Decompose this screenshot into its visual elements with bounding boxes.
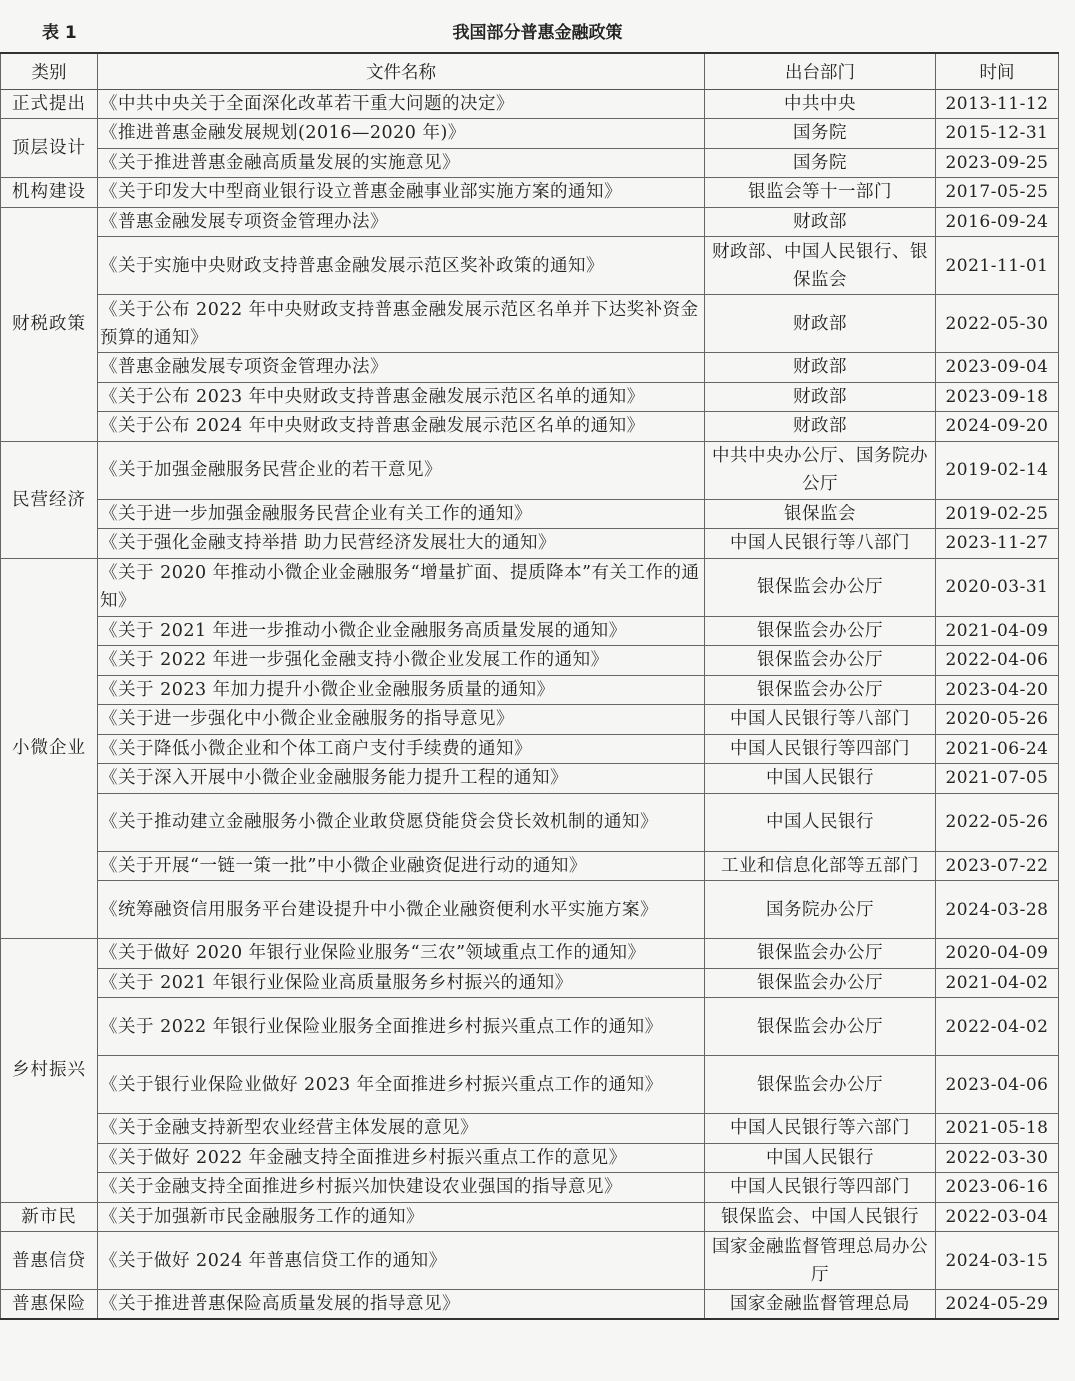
table-row bbox=[1, 558, 1059, 616]
document-name-cell: 《关于金融支持新型农业经营主体发展的意见》 bbox=[98, 1114, 705, 1144]
document-name-cell: 《关于实施中央财政支持普惠金融发展示范区奖补政策的通知》 bbox=[98, 237, 705, 295]
date-cell: 2023-06-16 bbox=[936, 1173, 1059, 1203]
date-cell: 2013-11-12 bbox=[936, 89, 1059, 119]
table-row bbox=[1, 705, 1059, 735]
category-cell: 普惠保险 bbox=[1, 1290, 98, 1320]
date-cell: 2015-12-31 bbox=[936, 119, 1059, 149]
department-cell: 中国人民银行等六部门 bbox=[705, 1114, 936, 1144]
department-cell: 财政部 bbox=[705, 295, 936, 353]
table-row bbox=[1, 178, 1059, 208]
department-cell: 国家金融监督管理总局 bbox=[705, 1290, 936, 1320]
date-cell: 2022-03-30 bbox=[936, 1143, 1059, 1173]
department-cell: 中国人民银行 bbox=[705, 1143, 936, 1173]
document-name-cell: 《普惠金融发展专项资金管理办法》 bbox=[98, 207, 705, 237]
document-name-cell: 《关于深入开展中小微企业金融服务能力提升工程的通知》 bbox=[98, 764, 705, 794]
table-row bbox=[1, 1232, 1059, 1290]
department-cell: 财政部、中国人民银行、银保监会 bbox=[705, 237, 936, 295]
table-row bbox=[1, 1202, 1059, 1232]
date-cell: 2023-07-22 bbox=[936, 851, 1059, 881]
department-cell: 中共中央 bbox=[705, 89, 936, 119]
document-name-cell: 《关于 2022 年进一步强化金融支持小微企业发展工作的通知》 bbox=[98, 646, 705, 676]
document-name-cell: 《关于公布 2022 年中央财政支持普惠金融发展示范区名单并下达奖补资金预算的通知》 bbox=[98, 295, 705, 353]
date-cell: 2023-04-06 bbox=[936, 1056, 1059, 1114]
department-cell: 银保监会办公厅 bbox=[705, 616, 936, 646]
document-name-cell: 《关于 2023 年加力提升小微企业金融服务质量的通知》 bbox=[98, 675, 705, 705]
table-row bbox=[1, 441, 1059, 499]
document-name-cell: 《关于金融支持全面推进乡村振兴加快建设农业强国的指导意见》 bbox=[98, 1173, 705, 1203]
table-row bbox=[1, 1114, 1059, 1144]
date-cell: 2022-04-02 bbox=[936, 998, 1059, 1056]
category-cell: 财税政策 bbox=[1, 207, 98, 441]
table-row bbox=[1, 207, 1059, 237]
table-row bbox=[1, 881, 1059, 939]
table-row bbox=[1, 295, 1059, 353]
table-row bbox=[1, 499, 1059, 529]
header-department: 出台部门 bbox=[705, 53, 936, 89]
table-row bbox=[1, 968, 1059, 998]
document-name-cell: 《关于 2022 年银行业保险业服务全面推进乡村振兴重点工作的通知》 bbox=[98, 998, 705, 1056]
category-cell: 小微企业 bbox=[1, 558, 98, 939]
department-cell: 国务院办公厅 bbox=[705, 881, 936, 939]
document-name-cell: 《关于 2020 年推动小微企业金融服务“增量扩面、提质降本”有关工作的通知》 bbox=[98, 558, 705, 616]
header-document-name: 文件名称 bbox=[98, 53, 705, 89]
table-row bbox=[1, 1143, 1059, 1173]
department-cell: 中共中央办公厅、国务院办公厅 bbox=[705, 441, 936, 499]
category-cell: 普惠信贷 bbox=[1, 1232, 98, 1290]
date-cell: 2023-09-18 bbox=[936, 382, 1059, 412]
table-row bbox=[1, 119, 1059, 149]
table-row bbox=[1, 382, 1059, 412]
table-row bbox=[1, 939, 1059, 969]
document-name-cell: 《关于做好 2024 年普惠信贷工作的通知》 bbox=[98, 1232, 705, 1290]
document-name-cell: 《关于 2021 年银行业保险业高质量服务乡村振兴的通知》 bbox=[98, 968, 705, 998]
department-cell: 银保监会办公厅 bbox=[705, 968, 936, 998]
department-cell: 银保监会 bbox=[705, 499, 936, 529]
table-row bbox=[1, 734, 1059, 764]
date-cell: 2024-09-20 bbox=[936, 412, 1059, 442]
table-row bbox=[1, 1056, 1059, 1114]
table-row bbox=[1, 998, 1059, 1056]
department-cell: 银保监会办公厅 bbox=[705, 1056, 936, 1114]
table-row bbox=[1, 646, 1059, 676]
department-cell: 国务院 bbox=[705, 148, 936, 178]
category-cell: 新市民 bbox=[1, 1202, 98, 1232]
date-cell: 2020-05-26 bbox=[936, 705, 1059, 735]
category-cell: 民营经济 bbox=[1, 441, 98, 558]
department-cell: 工业和信息化部等五部门 bbox=[705, 851, 936, 881]
date-cell: 2024-03-15 bbox=[936, 1232, 1059, 1290]
table-body bbox=[1, 89, 1059, 1319]
date-cell: 2022-05-30 bbox=[936, 295, 1059, 353]
table-row bbox=[1, 851, 1059, 881]
document-name-cell: 《关于推动建立金融服务小微企业敢贷愿贷能贷会贷长效机制的通知》 bbox=[98, 793, 705, 851]
date-cell: 2021-04-09 bbox=[936, 616, 1059, 646]
date-cell: 2023-09-25 bbox=[936, 148, 1059, 178]
document-name-cell: 《关于 2021 年进一步推动小微企业金融服务高质量发展的通知》 bbox=[98, 616, 705, 646]
header-row bbox=[1, 53, 1059, 89]
category-cell: 乡村振兴 bbox=[1, 939, 98, 1203]
document-name-cell: 《关于加强金融服务民营企业的若干意见》 bbox=[98, 441, 705, 499]
department-cell: 财政部 bbox=[705, 207, 936, 237]
document-name-cell: 《关于推进普惠金融高质量发展的实施意见》 bbox=[98, 148, 705, 178]
table-row bbox=[1, 1290, 1059, 1320]
date-cell: 2019-02-14 bbox=[936, 441, 1059, 499]
department-cell: 银保监会办公厅 bbox=[705, 646, 936, 676]
department-cell: 中国人民银行等八部门 bbox=[705, 705, 936, 735]
table-row bbox=[1, 89, 1059, 119]
date-cell: 2021-05-18 bbox=[936, 1114, 1059, 1144]
table-row bbox=[1, 793, 1059, 851]
date-cell: 2022-05-26 bbox=[936, 793, 1059, 851]
category-cell: 正式提出 bbox=[1, 89, 98, 119]
department-cell: 财政部 bbox=[705, 412, 936, 442]
department-cell: 银监会等十一部门 bbox=[705, 178, 936, 208]
department-cell: 财政部 bbox=[705, 382, 936, 412]
department-cell: 中国人民银行等四部门 bbox=[705, 734, 936, 764]
table-row bbox=[1, 616, 1059, 646]
category-cell: 顶层设计 bbox=[1, 119, 98, 178]
date-cell: 2023-09-04 bbox=[936, 353, 1059, 383]
table-row bbox=[1, 764, 1059, 794]
document-name-cell: 《普惠金融发展专项资金管理办法》 bbox=[98, 353, 705, 383]
department-cell: 银保监会办公厅 bbox=[705, 558, 936, 616]
document-name-cell: 《关于降低小微企业和个体工商户支付手续费的通知》 bbox=[98, 734, 705, 764]
date-cell: 2021-07-05 bbox=[936, 764, 1059, 794]
document-name-cell: 《关于进一步加强金融服务民营企业有关工作的通知》 bbox=[98, 499, 705, 529]
department-cell: 银保监会办公厅 bbox=[705, 998, 936, 1056]
document-name-cell: 《关于银行业保险业做好 2023 年全面推进乡村振兴重点工作的通知》 bbox=[98, 1056, 705, 1114]
document-name-cell: 《关于印发大中型商业银行设立普惠金融事业部实施方案的通知》 bbox=[98, 178, 705, 208]
table-row bbox=[1, 412, 1059, 442]
date-cell: 2024-05-29 bbox=[936, 1290, 1059, 1320]
date-cell: 2016-09-24 bbox=[936, 207, 1059, 237]
table-row bbox=[1, 675, 1059, 705]
document-name-cell: 《关于做好 2022 年金融支持全面推进乡村振兴重点工作的意见》 bbox=[98, 1143, 705, 1173]
document-name-cell: 《统筹融资信用服务平台建设提升中小微企业融资便利水平实施方案》 bbox=[98, 881, 705, 939]
date-cell: 2019-02-25 bbox=[936, 499, 1059, 529]
department-cell: 中国人民银行 bbox=[705, 764, 936, 794]
table-row bbox=[1, 529, 1059, 559]
date-cell: 2022-04-06 bbox=[936, 646, 1059, 676]
department-cell: 中国人民银行等四部门 bbox=[705, 1173, 936, 1203]
document-name-cell: 《关于强化金融支持举措 助力民营经济发展壮大的通知》 bbox=[98, 529, 705, 559]
category-cell: 机构建设 bbox=[1, 178, 98, 208]
date-cell: 2020-03-31 bbox=[936, 558, 1059, 616]
document-name-cell: 《中共中央关于全面深化改革若干重大问题的决定》 bbox=[98, 89, 705, 119]
table-row bbox=[1, 148, 1059, 178]
document-name-cell: 《推进普惠金融发展规划(2016—2020 年)》 bbox=[98, 119, 705, 149]
table-label: 表 1 bbox=[42, 23, 77, 43]
department-cell: 国家金融监督管理总局办公厅 bbox=[705, 1232, 936, 1290]
document-name-cell: 《关于推进普惠保险高质量发展的指导意见》 bbox=[98, 1290, 705, 1320]
department-cell: 中国人民银行等八部门 bbox=[705, 529, 936, 559]
document-name-cell: 《关于开展“一链一策一批”中小微企业融资促进行动的通知》 bbox=[98, 851, 705, 881]
department-cell: 国务院 bbox=[705, 119, 936, 149]
department-cell: 银保监会办公厅 bbox=[705, 939, 936, 969]
date-cell: 2023-11-27 bbox=[936, 529, 1059, 559]
table-caption bbox=[0, 0, 1075, 52]
table-row bbox=[1, 1173, 1059, 1203]
department-cell: 银保监会办公厅 bbox=[705, 675, 936, 705]
table-row bbox=[1, 353, 1059, 383]
date-cell: 2020-04-09 bbox=[936, 939, 1059, 969]
table-row bbox=[1, 237, 1059, 295]
document-name-cell: 《关于做好 2020 年银行业保险业服务“三农”领域重点工作的通知》 bbox=[98, 939, 705, 969]
document-name-cell: 《关于公布 2023 年中央财政支持普惠金融发展示范区名单的通知》 bbox=[98, 382, 705, 412]
date-cell: 2021-11-01 bbox=[936, 237, 1059, 295]
date-cell: 2023-04-20 bbox=[936, 675, 1059, 705]
document-name-cell: 《关于公布 2024 年中央财政支持普惠金融发展示范区名单的通知》 bbox=[98, 412, 705, 442]
department-cell: 银保监会、中国人民银行 bbox=[705, 1202, 936, 1232]
department-cell: 中国人民银行 bbox=[705, 793, 936, 851]
department-cell: 财政部 bbox=[705, 353, 936, 383]
date-cell: 2024-03-28 bbox=[936, 881, 1059, 939]
date-cell: 2021-04-02 bbox=[936, 968, 1059, 998]
date-cell: 2017-05-25 bbox=[936, 178, 1059, 208]
policy-table bbox=[0, 52, 1059, 1320]
table-title: 我国部分普惠金融政策 bbox=[452, 23, 623, 43]
date-cell: 2022-03-04 bbox=[936, 1202, 1059, 1232]
document-name-cell: 《关于加强新市民金融服务工作的通知》 bbox=[98, 1202, 705, 1232]
document-name-cell: 《关于进一步强化中小微企业金融服务的指导意见》 bbox=[98, 705, 705, 735]
date-cell: 2021-06-24 bbox=[936, 734, 1059, 764]
header-category: 类别 bbox=[1, 53, 98, 89]
header-date: 时间 bbox=[936, 53, 1059, 89]
